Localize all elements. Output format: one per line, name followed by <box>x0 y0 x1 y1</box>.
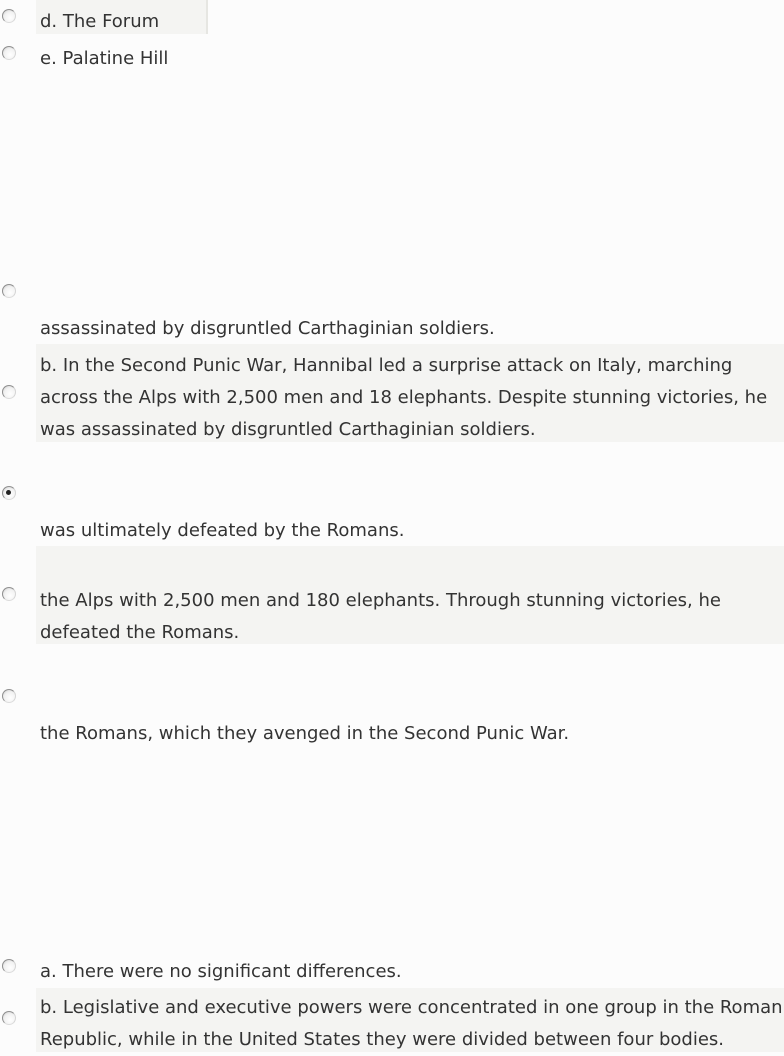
radio-button[interactable] <box>2 689 16 703</box>
option-label: the Romans, which they avenged in the Second Punic War. <box>40 723 570 744</box>
option-label: assassinated by disgruntled Carthaginian soldiers. <box>40 318 495 339</box>
option-row-q3-b[interactable] <box>0 988 784 1052</box>
option-label-line-1: b. Legislative and executive powers were concentrated in one group in the Roman <box>40 997 783 1018</box>
option-label-line-3: was assassinated by disgruntled Carthaginian soldiers. <box>40 419 536 440</box>
radio-button[interactable] <box>2 9 16 23</box>
radio-button[interactable] <box>2 385 16 399</box>
radio-button[interactable] <box>2 587 16 601</box>
option-label: d. The Forum <box>40 11 160 32</box>
option-row-q1-e[interactable] <box>0 38 784 72</box>
option-label: was ultimately defeated by the Romans. <box>40 520 405 541</box>
option-row-q1-d[interactable] <box>0 0 784 34</box>
option-label-line-2: Republic, while in the United States they were divided between four bodies. <box>40 1029 725 1050</box>
option-label-line-1: b. In the Second Punic War, Hannibal led a surprise attack on Italy, marching <box>40 355 733 376</box>
option-row-q2-4[interactable] <box>0 546 784 644</box>
option-row-q3-a[interactable] <box>0 950 784 988</box>
option-label-line-2: defeated the Romans. <box>40 622 240 643</box>
option-label: e. Palatine Hill <box>40 48 169 69</box>
option-label-line-1: the Alps with 2,500 men and 180 elephants. Through stunning victories, he <box>40 590 721 611</box>
option-label-line-2: across the Alps with 2,500 men and 18 elephants. Despite stunning victories, he <box>40 387 768 408</box>
option-row-q2-5[interactable] <box>0 680 784 750</box>
radio-button[interactable] <box>2 1011 16 1025</box>
option-row-q2-2[interactable] <box>0 344 784 442</box>
option-row-q2-3[interactable] <box>0 478 784 546</box>
option-row-q2-1[interactable] <box>0 270 784 344</box>
radio-button-selected[interactable] <box>2 486 16 500</box>
radio-button[interactable] <box>2 284 16 298</box>
radio-button[interactable] <box>2 959 16 973</box>
option-label: a. There were no significant differences. <box>40 961 402 982</box>
radio-button[interactable] <box>2 46 16 60</box>
